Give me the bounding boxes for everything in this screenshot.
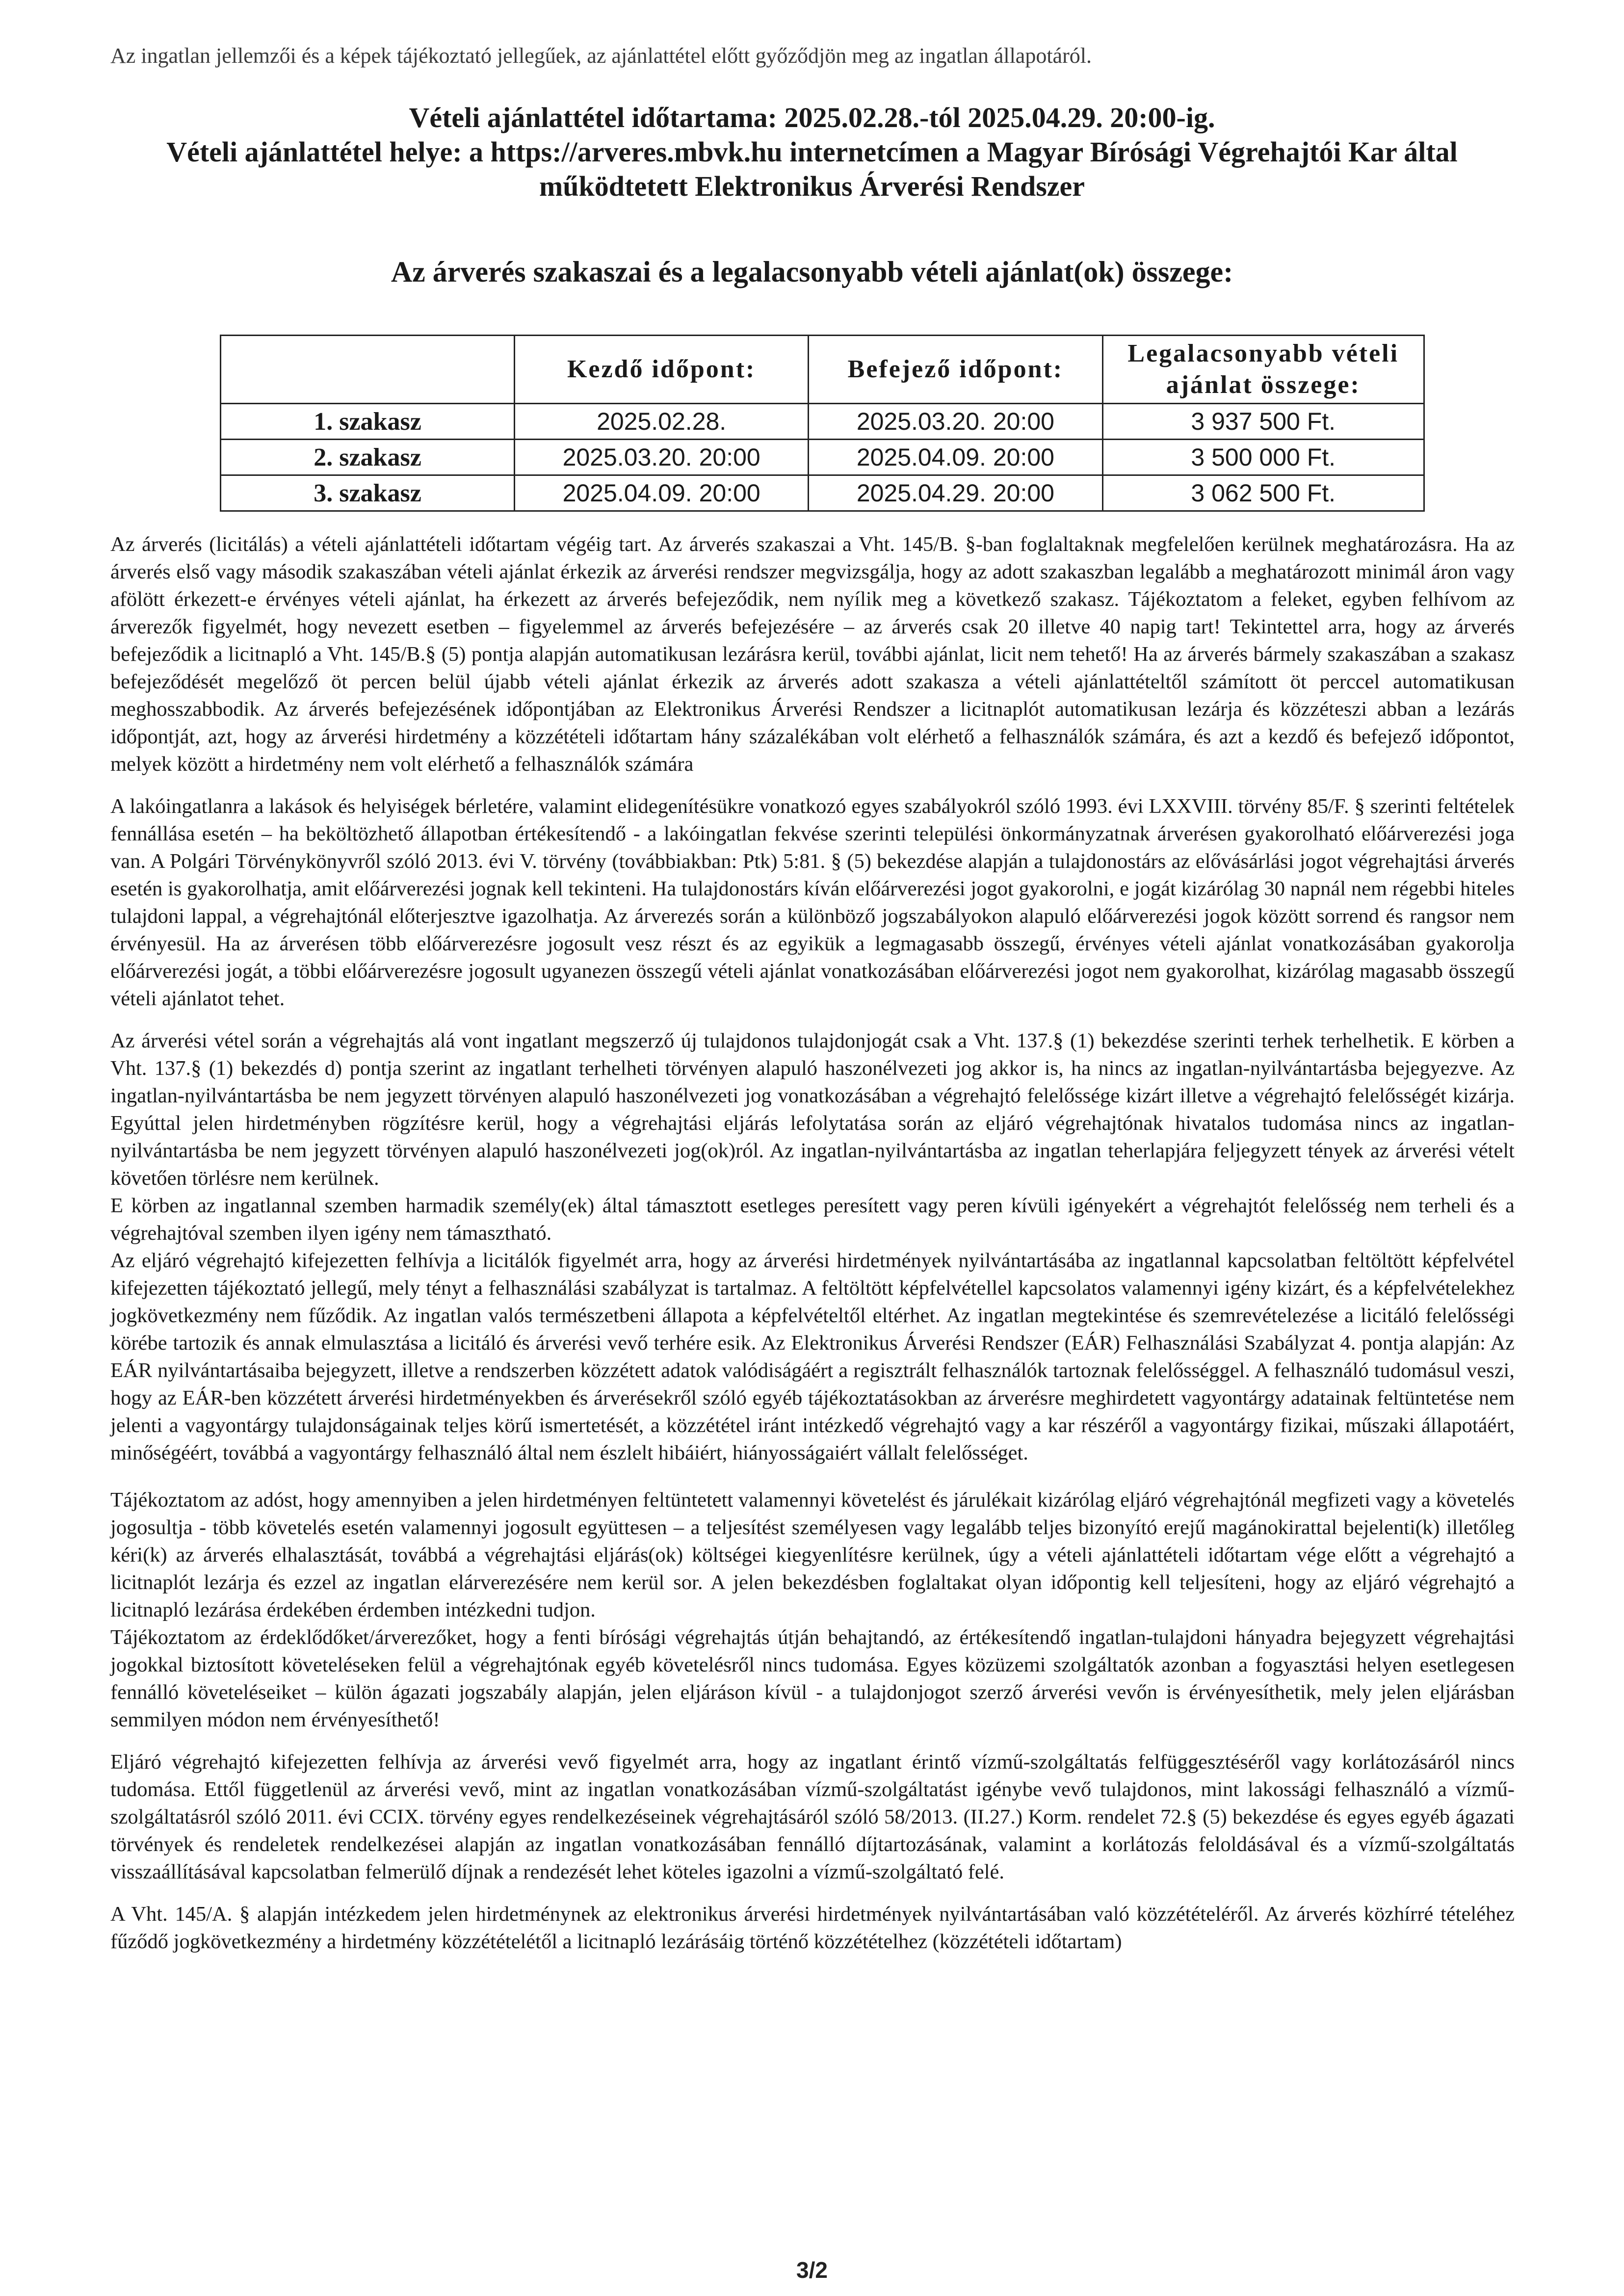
paragraph-photos-disclaimer: Az eljáró végrehajtó kifejezetten felhívja a licitálók figyelmét arra, hogy az árverési hirdetmények nyilvántartásába az ingatlannal kapcsolatban feltöltött képfelvétel kifejezetten tájékoztató jellegű, mely tényt a felhasználási szabályzat is tartalmaz. A feltöltött képfelvétellel kapcsolatos valamennyi igény kizárt, és a képfelvételekhez jogkövetkezmény nem fűződik. Az ingatlan valós természetbeni állapota a képfelvételtől eltérhet. Az ingatlan megtekintése és szemrevételezése a licitáló felelősségi körébe tartozik és annak elmulasztása a licitáló és árverési vevő terhére esik. Az Elektronikus Árverési Rendszer (EÁR) Felhasználási Szabályzat 4. pontja alapján: Az EÁR nyilvántartásaiba bejegyzett, illetve a rendszerben közzétett adatok valódiságáért a regisztrált felhasználók tartoznak felelősséggel. A felhasználó tudomásul veszi, hogy az EÁR-ben közzétett árverési hirdetményekben és árverésekről szóló egyéb tájékoztatásokban az árverésre meghirdetett vagyontárgy adatainak feltüntetése nem jelenti a vagyontárgy tulajdonságainak teljes körű ismertetését, a közzététel iránt intézkedő végrehajtó vagy a kar részéről a vagyontárgy fizikai, műszaki állapotáért, minőségéért, továbbá a vagyontárgy felhasználó által nem észlelt hibáiért, hiányosságaiért vállalt felelősséget. — [110, 1249, 1515, 1464]
paragraph-other-claims: Tájékoztatom az érdeklődőket/árverezőket, hogy a fenti bírósági végrehajtás útján behajtandó, az értékesítendő ingatlan-tulajdoni hányadra bejegyzett végrehajtási jogokkal biztosított követeléseken felül a végrehajtónak egyéb követelésről nincs tudomása. Egyes közüzemi szolgáltatók azonban a fogyasztási helyen esetlegesen fennálló követeléseiket – külön ágazati jogszabály alapján, jelen eljáráson kívül - a tulajdonjogot szerző árverési vevőn is érvényesíthetik, mely jelen eljárásban semmilyen módon nem érvényesíthető! — [110, 1626, 1515, 1731]
paragraph-pre-emption-rights: A lakóingatlanra a lakások és helyiségek bérletére, valamint elidegenítésükre vonatkozó egyes szabályokról szóló 1993. évi LXXVIII. törvény 85/F. § szerinti feltételek fennállása esetén – ha beköltözhető állapotban értékesítendő - a lakóingatlan fekvése szerinti települési önkormányzatnak árverésen gyakorolható előárverezési joga van. A Polgári Törvénykönyvről szóló 2013. évi V. törvény (továbbiakban: Ptk) 5:81. § (5) bekezdése alapján a tulajdonostárs az elővásárlási jogot végrehajtási árverés esetén is gyakorolhatja, amit előárverezési jognak kell tekinteni. Ha tulajdonostárs kíván előárverezési jogot gyakorolni, e jogát kizárólag 30 napnál nem régebbi hiteles tulajdoni lappal, a végrehajtónál előterjesztve igazolhatja. Az árverezés során a különböző jogszabályokon alapuló előárverezési jogok között sorrend és rangsor nem érvényesül. Ha az árverésen több előárverezésre jogosult vesz részt és az egyikük a legmagasabb összegű, érvényes vételi ajánlat vonatkozásában gyakorolja előárverezési jogát, a többi előárverezésre jogosult ugyanezen összegű vételi ajánlat vonatkozásában előárverezési jogot nem gyakorolhat, kizárólag magasabb összegű vételi ajánlatot tehet. — [110, 795, 1515, 1010]
paragraph-debtor-notice: Tájékoztatom az adóst, hogy amennyiben a jelen hirdetményen feltüntetett valamennyi követelést és járulékait kizárólag eljáró végrehajtónál megfizeti vagy a követelés jogosultja - több követelés esetén valamennyi jogosult együttesen – a teljesítést személyesen vagy legalább teljes bizonyító erejű magánokirattal bejelenti(k) illetőleg kéri(k) az árverés elhalasztását, továbbá a végrehajtási eljárás(ok) költségei kiegyenlítésre kerülnek, úgy a vételi ajánlattételi időtartam vége előtt a végrehajtó a licitnaplót lezárja és ezzel az ingatlan elárverezésére nem kerül sor. A jelen bekezdésben foglaltakat olyan időpontig kell teljesíteni, hogy az eljáró végrehajtó a licitnapló lezárása érdekében érdemben intézkedni tudjon. — [110, 1488, 1515, 1621]
table-row — [221, 475, 1424, 511]
page-number: 3/2 — [796, 2257, 828, 2283]
header-start-time: Kezdő időpont: — [515, 336, 809, 404]
bid-system-line: működtetett Elektronikus Árverési Rendszer — [539, 170, 1085, 202]
auction-title-block — [98, 101, 1526, 204]
stage-start: 2025.02.28. — [515, 404, 809, 440]
header-empty — [221, 336, 515, 404]
stage-min-bid: 3 937 500 Ft. — [1102, 404, 1424, 440]
stage-start: 2025.03.20. 20:00 — [515, 440, 809, 475]
stage-min-bid: 3 500 000 Ft. — [1102, 440, 1424, 475]
stage-name: 2. szakasz — [221, 440, 515, 475]
header-min-bid: Legalacsonyabb vételi ajánlat összege: — [1102, 336, 1424, 404]
header-end-time: Befejező időpont: — [809, 336, 1102, 404]
table-header-row — [221, 336, 1424, 404]
bid-place-line: Vételi ajánlattétel helye: a https://arveres.mbvk.hu internetcímen a Magyar Bírósági Végrehajtói Kar által — [166, 136, 1458, 168]
paragraph-water-utility: Eljáró végrehajtó kifejezetten felhívja az árverési vevő figyelmét arra, hogy az ingatlant érintő vízmű-szolgáltatás felfüggesztéséről vagy korlátozásáról nincs tudomása. Ettől függetlenül az árverési vevő, mint az ingatlan vonatkozásában vízmű-szolgáltatást igénybe vevő tulajdonos, mint lakossági felhasználó a vízmű-szolgáltatásról szóló 2011. évi CCIX. törvény egyes rendelkezéseinek végrehajtásáról szóló 58/2013. (II.27.) Korm. rendelet 72.§ (5) bekezdése és egyes egyéb ágazati törvények és rendeletek rendelkezései alapján az ingatlan vonatkozásában fennálló díjtartozásának, valamint a korlátozás feloldásával és a vízmű-szolgáltatás visszaállításával kapcsolatban felmerülő díjnak a rendezését lehet köteles igazolni a vízmű-szolgáltató felé. — [110, 1750, 1515, 1883]
stage-min-bid: 3 062 500 Ft. — [1102, 475, 1424, 511]
stage-end: 2025.04.29. 20:00 — [809, 475, 1102, 511]
paragraph-third-party-claims: E körben az ingatlannal szemben harmadik személy(ek) által támasztott esetleges peresített vagy peren kívüli igényekért a végrehajtót felelősség nem terheli és a végrehajtóval szemben ilyen igény nem támasztható. — [110, 1194, 1515, 1245]
bid-period-line: Vételi ajánlattétel időtartama: 2025.02.28.-tól 2025.04.29. 20:00-ig. — [409, 102, 1215, 133]
table-row — [221, 404, 1424, 440]
paragraph-auction-stages: Az árverés (licitálás) a vételi ajánlattételi időtartam végéig tart. Az árverés szakaszai a Vht. 145/B. §-ban foglaltaknak megfelelően kerülnek meghatározásra. Ha az árverés első vagy második szakaszában vételi ajánlat érkezik az árverési rendszer megvizsgálja, hogy az adott szakaszban legalább a meghatározott minimál áron vagy afölött érkezett-e érvényes vételi ajánlat, ha érkezett az árverés befejeződik, nem nyílik meg a következő szakasz. Tájékoztatom a feleket, egyben felhívom az árverezők figyelmét, hogy nevezett esetben – figyelemmel az árverés befejezésére – az árverés csak 20 illetve 40 napig tart! Tekintettel arra, hogy az árverés befejeződik a licitnapló a Vht. 145/B.§ (5) pontja alapján automatikusan lezárásra kerül, további ajánlat, licit nem tehető! Ha az árverés bármely szakaszában a szakasz befejeződését megelőző öt percen belül újabb vételi ajánlat érkezik az árverés adott szakasza a vételi ajánlattételtől számított öt perccel automatikusan meghosszabbodik. Az árverés befejezésének időpontjában az Elektronikus Árverési Rendszer a licitnaplót automatikusan lezárja és közzéteszi abban a lezárás időpontját, azt, hogy az árverési hirdetmény a közzétételi időtartam hány százalékában volt elérhető a felhasználók számára, és azt a kezdő és befejező időpontot, melyek között a hirdetmény nem volt elérhető a felhasználók számára — [110, 533, 1515, 776]
body-text — [110, 531, 1515, 1956]
stage-end: 2025.04.09. 20:00 — [809, 440, 1102, 475]
section-heading: Az árverés szakaszai és a legalacsonyabb vételi ajánlat(ok) összege: — [391, 256, 1233, 288]
stage-start: 2025.04.09. 20:00 — [515, 475, 809, 511]
stage-name: 1. szakasz — [221, 404, 515, 440]
paragraph-publication: A Vht. 145/A. § alapján intézkedem jelen hirdetménynek az elektronikus árverési hirdetmények nyilvántartásában való közzétételéről. Az árverés közhírré tételéhez fűződő jogkövetkezmény a hirdetmény közzétételétől a licitnapló lezárásáig történő közzétételhez (közzétételi időtartam) — [110, 1903, 1515, 1953]
table-row — [221, 440, 1424, 475]
disclaimer-note: Az ingatlan jellemzői és a képek tájékoztató jellegűek, az ajánlattétel előtt győződjön meg az ingatlan állapotáról. — [110, 44, 1092, 68]
stage-end: 2025.03.20. 20:00 — [809, 404, 1102, 440]
stage-name: 3. szakasz — [221, 475, 515, 511]
paragraph-encumbrances: Az árverési vétel során a végrehajtás alá vont ingatlant megszerző új tulajdonos tulajdonjogát csak a Vht. 137.§ (1) bekezdése szerinti terhek terhelhetik. E körben a Vht. 137.§ (1) bekezdés d) pontja szerint az ingatlant terhelheti törvényen alapuló haszonélvezeti jog akkor is, ha nincs az ingatlan-nyilvántartásba bejegyezve. Az ingatlan-nyilvántartásba be nem jegyzett törvényen alapuló haszonélvezeti jog vonatkozásában a végrehajtó felelőssége kizárt illetve a végrehajtó felelősségét kizárja. Egyúttal jelen hirdetményben rögzítésre kerül, hogy a végrehajtási eljárás lefolytatása során az eljáró végrehajtónak hivatalos tudomása nincs az ingatlan-nyilvántartásba be nem jegyzett törvényen alapuló haszonélvezeti jog(ok)ról. Az ingatlan-nyilvántartásba az ingatlan teherlapjára feljegyzett tények az árverési vételt követően törlésre nem kerülnek. — [110, 1029, 1515, 1190]
auction-stages-table — [220, 335, 1425, 512]
